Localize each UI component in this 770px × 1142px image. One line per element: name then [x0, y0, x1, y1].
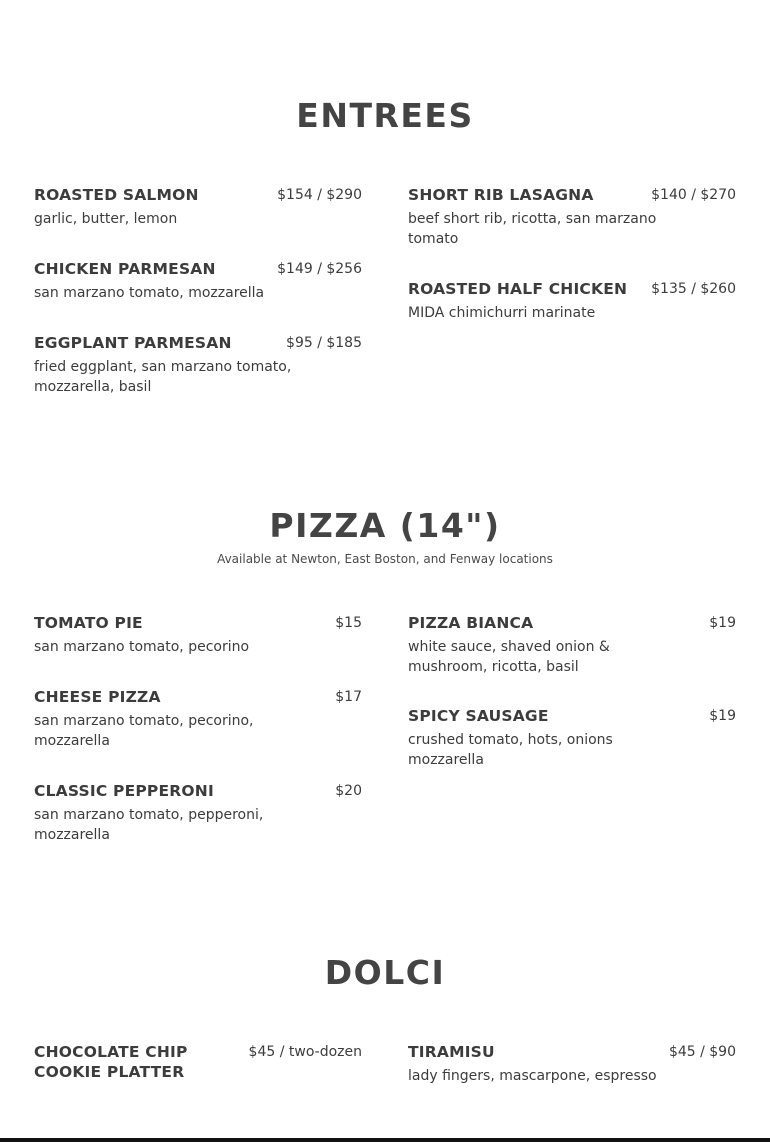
- item-name: CHICKEN PARMESAN: [34, 260, 216, 278]
- menu-item-tiramisu: [408, 1042, 736, 1086]
- menu-item-spicy-sausage: [408, 706, 736, 770]
- item-description: san marzano tomato, mozzarella: [34, 285, 265, 301]
- item-description: beef short rib, ricotta, san marzano tomato: [408, 211, 657, 247]
- item-description: san marzano tomato, pepperoni, mozzarella: [34, 807, 264, 843]
- item-name: CHOCOLATE CHIP COOKIE PLATTER: [34, 1043, 188, 1081]
- item-description: white sauce, shaved onion & mushroom, ricotta, basil: [408, 639, 610, 675]
- menu-item-short-rib-lasagna: [408, 185, 736, 249]
- entrees-heading: ENTREES: [296, 96, 474, 135]
- item-price: $19: [709, 708, 736, 724]
- item-description: MIDA chimichurri marinate: [408, 305, 596, 321]
- item-name: ROASTED SALMON: [34, 186, 199, 204]
- item-name: CLASSIC PEPPERONI: [34, 782, 214, 800]
- menu-item-tomato-pie: [34, 613, 362, 657]
- item-price: $140 / $270: [651, 187, 736, 203]
- menu-item-roasted-half-chicken: [408, 279, 736, 323]
- item-name: SPICY SAUSAGE: [408, 707, 549, 725]
- bottom-divider: [0, 1138, 770, 1142]
- menu-item-roasted-salmon: [34, 185, 362, 229]
- menu-item-pizza-bianca: [408, 613, 736, 677]
- menu-item-classic-pepperoni: [34, 781, 362, 845]
- item-price: $135 / $260: [651, 281, 736, 297]
- menu-item-chocolate-chip-cookie-platter: [34, 1042, 362, 1082]
- item-description: garlic, butter, lemon: [34, 211, 178, 227]
- dolci-heading: DOLCI: [324, 953, 446, 992]
- item-name: PIZZA BIANCA: [408, 614, 534, 632]
- menu-item-chicken-parmesan: [34, 259, 362, 303]
- item-name: SHORT RIB LASAGNA: [408, 186, 594, 204]
- item-price: $45 / $90: [668, 1044, 736, 1060]
- item-price: $17: [335, 689, 362, 705]
- menu-item-cheese-pizza: [34, 687, 362, 751]
- item-name: CHEESE PIZZA: [34, 688, 161, 706]
- item-price: $154 / $290: [277, 187, 362, 203]
- item-description: crushed tomato, hots, onions mozzarella: [408, 732, 613, 768]
- item-price: $19: [709, 615, 736, 631]
- item-description: san marzano tomato, pecorino: [34, 639, 250, 655]
- item-price: $149 / $256: [277, 261, 362, 277]
- item-name: TOMATO PIE: [34, 614, 143, 632]
- item-price: $45 / two-dozen: [248, 1044, 362, 1060]
- item-name: EGGPLANT PARMESAN: [34, 334, 232, 352]
- item-price: $15: [335, 615, 362, 631]
- menu-item-eggplant-parmesan: [34, 333, 362, 397]
- item-price: $20: [335, 783, 362, 799]
- item-name: ROASTED HALF CHICKEN: [408, 280, 628, 298]
- item-price: $95 / $185: [286, 335, 362, 351]
- item-description: lady fingers, mascarpone, espresso: [408, 1068, 657, 1084]
- pizza-availability-note: Available at Newton, East Boston, and Fenway locations: [217, 552, 553, 566]
- item-description: san marzano tomato, pecorino, mozzarella: [34, 713, 254, 749]
- pizza-heading: PIZZA (14"): [269, 506, 501, 545]
- item-description: fried eggplant, san marzano tomato, mozzarella, basil: [34, 359, 292, 395]
- item-name: TIRAMISU: [408, 1043, 495, 1061]
